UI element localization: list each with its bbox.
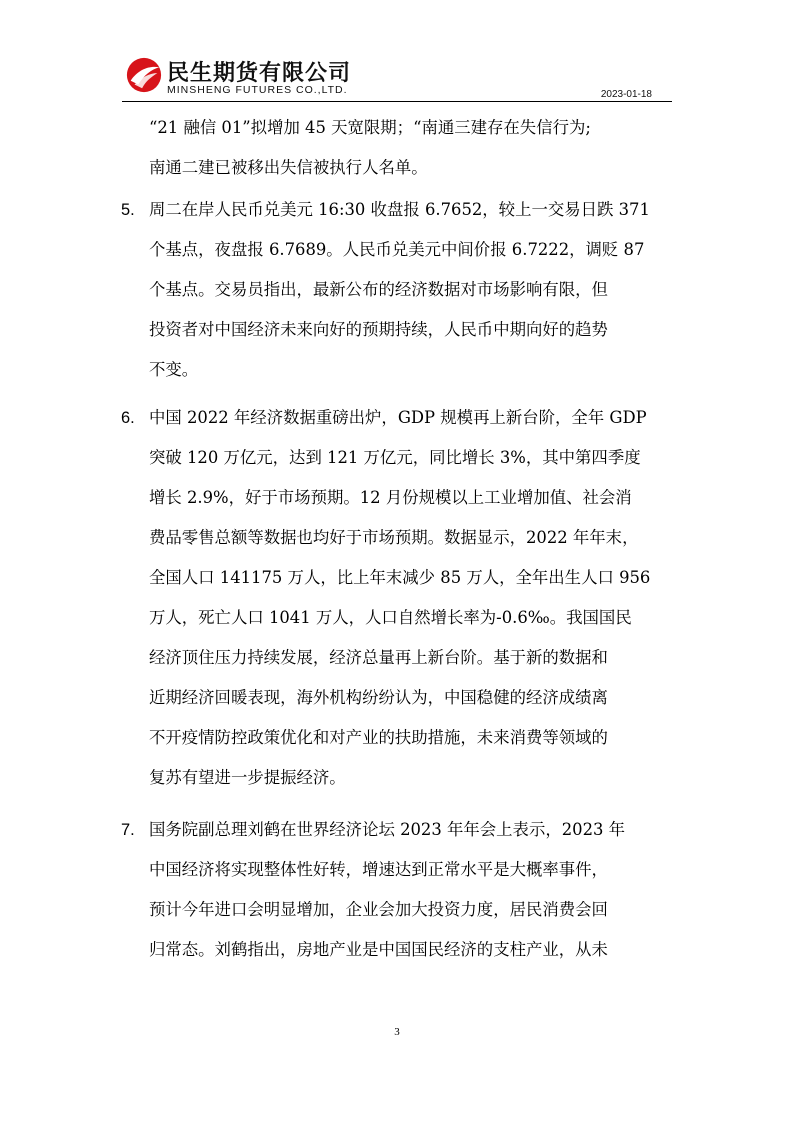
page-number: 3 xyxy=(394,1026,400,1038)
text-line: 投资者对中国经济未来向好的预期持续，人民币中期向好的趋势 xyxy=(149,320,608,339)
logo-english-name: MINSHENG FUTURES CO.,LTD. xyxy=(167,84,348,96)
item-number: 5. xyxy=(121,201,135,219)
text-line: 复苏有望进一步提振经济。 xyxy=(149,768,346,787)
text-line: 费品零售总额等数据也均好于市场预期。数据显示，2022 年年末， xyxy=(149,528,639,547)
text-line: 中国经济将实现整体性好转，增速达到正常水平是大概率事件， xyxy=(149,860,608,879)
text-line: 不变。 xyxy=(149,360,199,379)
text-line: 中国 2022 年经济数据重磅出炉，GDP 规模再上新台阶，全年 GDP xyxy=(149,408,647,427)
item-number: 7. xyxy=(121,821,135,839)
text-line: 国务院副总理刘鹤在世界经济论坛 2023 年年会上表示，2023 年 xyxy=(149,820,626,839)
text-line: 近期经济回暖表现，海外机构纷纷认为，中国稳健的经济成绩离 xyxy=(149,688,608,707)
logo-chinese-name: 民生期货有限公司 xyxy=(167,61,352,86)
text-line: 经济顶住压力持续发展，经济总量再上新台阶。基于新的数据和 xyxy=(149,648,608,667)
text-line: 南通二建已被移出失信被执行人名单。 xyxy=(149,158,428,177)
text-line: 周二在岸人民币兑美元 16:30 收盘报 6.7652，较上一交易日跌 371 xyxy=(149,200,650,219)
text-line: “21 融信 01”拟增加 45 天宽限期；“南通三建存在失信行为; xyxy=(149,118,591,137)
text-line: 归常态。刘鹤指出，房地产业是中国国民经济的支柱产业，从未 xyxy=(149,940,608,959)
text-line: 个基点，夜盘报 6.7689。人民币兑美元中间价报 6.7222，调贬 87 xyxy=(149,240,645,259)
text-line: 预计今年进口会明显增加，企业会加大投资力度，居民消费会回 xyxy=(149,900,608,919)
text-line: 全国人口 141175 万人，比上年末减少 85 万人，全年出生人口 956 xyxy=(149,568,651,587)
text-line: 个基点。交易员指出，最新公布的经济数据对市场影响有限，但 xyxy=(149,280,608,299)
text-line: 不开疫情防控政策优化和对产业的扶助措施，未来消费等领域的 xyxy=(149,728,608,747)
company-logo xyxy=(125,56,365,100)
minsheng-logo-icon xyxy=(125,56,163,94)
page-header xyxy=(0,0,794,110)
text-line: 万人，死亡人口 1041 万人，人口自然增长率为-0.6‰。我国国民 xyxy=(149,608,632,627)
header-divider xyxy=(122,101,672,102)
text-line: 突破 120 万亿元，达到 121 万亿元，同比增长 3%，其中第四季度 xyxy=(149,448,641,467)
report-date: 2023-01-18 xyxy=(600,89,652,100)
text-line: 增长 2.9%，好于市场预期。12 月份规模以上工业增加值、社会消 xyxy=(149,488,632,507)
item-number: 6. xyxy=(121,409,135,427)
